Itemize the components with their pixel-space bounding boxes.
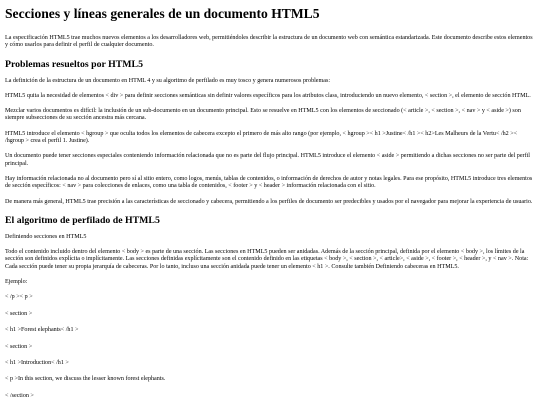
code-line: < h1 >Introduction< /h1 > bbox=[5, 359, 69, 366]
code-line: < /section > bbox=[5, 392, 34, 399]
paragraph: Todo el contenido incluido dentro del elemento < body > es parte de una sección. Las secciones en HTML5 pueden ser anidadas. Además de la sección principal, definida por el elemento < body >, los límites de la sección son definidos explícita o implícitamente. Las secciones definidas explícitamente son el contenido definido en las etiquetas < body >, < section >, < article>, < aside >, < footer >, < header >, y < nav >. Nota: Cada sección puede tener su propia jerarquía de cabeceras. Por lo tanto, incluso una sección anidada puede tener un elemento < h1 >. Consulte también Definiendo cabeceras en HTML5. bbox=[5, 248, 529, 270]
section-heading-problems: Problemas resueltos por HTML5 bbox=[5, 58, 143, 70]
paragraph: Ejemplo: bbox=[5, 279, 28, 286]
paragraph: Mezclar varios documentos es difícil: la inclusión de un sub-documento en un documento principal. Esto se resuelve en HTML5 con los elementos de seccionado (< article >, < section >, < nav > y < aside >) son siempre subsecciones de su sección ancestra más cercana. bbox=[5, 108, 521, 122]
code-line: < p >In this section, we discuss the lesser known forest elephants. bbox=[5, 376, 166, 383]
page-title: Secciones y líneas generales de un documento HTML5 bbox=[5, 6, 320, 21]
code-line: < section > bbox=[5, 343, 33, 350]
code-line: < h1 >Forest elephants< /h1 > bbox=[5, 327, 79, 334]
paragraph: De manera más general, HTML5 trae precisión a las características de seccionado y cabecera, permitiendo a los perfiles de documento ser predecibles y usados por el navegador para mejorar la experiencia de usuario. bbox=[5, 198, 533, 205]
paragraph: Definiendo secciones en HTML5 bbox=[5, 233, 87, 240]
paragraph: La definición de la estructura de un documento en HTML 4 y su algoritmo de perfilado es muy tosco y genera numerosos problemas: bbox=[5, 77, 331, 84]
paragraph: Hay información relacionada no al documento pero sí al sitio entero, como logos, menús, tablas de contenidos, o información de derechos de autor y notas legales. Para ese propósito, HTML5 introduce tres elementos de sección específicos: < nav > para colecciones de enlaces, como una tabla de contenidos, < footer > y < header > información relacionada con el sitio. bbox=[5, 175, 533, 190]
section-heading-algorithm: El algoritmo de perfilado de HTML5 bbox=[5, 214, 160, 226]
paragraph: HTML5 introduce el elemento < hgroup > que oculta todos los elementos de cabecera excepto el primero de más alto rango (por ejemplo, < hgroup >< h1 >Justine< /h1 >< h2>Les Malheurs de la Vertu< /h2 >< /hgroup > crea el perfil 1. Justine). bbox=[5, 130, 518, 145]
paragraph: Un documento puede tener secciones especiales conteniendo información relacionada que no es parte del flujo principal. HTML5 introduce el elemento < aside > permitiendo a dichas secciones no ser parte del perfil principal. bbox=[5, 153, 530, 167]
intro-paragraph: La especificación HTML5 trae muchos nuevos elementos a los desarrolladores web, permitiéndoles describir la estructura de un documento web con semántica estandarizada. Este documento describe estos elementos y cómo usarlos para definir el perfil de cualquier documento. bbox=[5, 34, 533, 49]
paragraph: HTML5 quita la necesidad de elementos < div > para definir secciones semánticas sin definir valores específicos para los atributos class, introduciendo un nuevo elemento, < section >, el elemento de sección HTML. bbox=[5, 92, 531, 99]
code-line: < /p >< p > bbox=[5, 294, 33, 301]
code-line: < section > bbox=[5, 310, 33, 317]
